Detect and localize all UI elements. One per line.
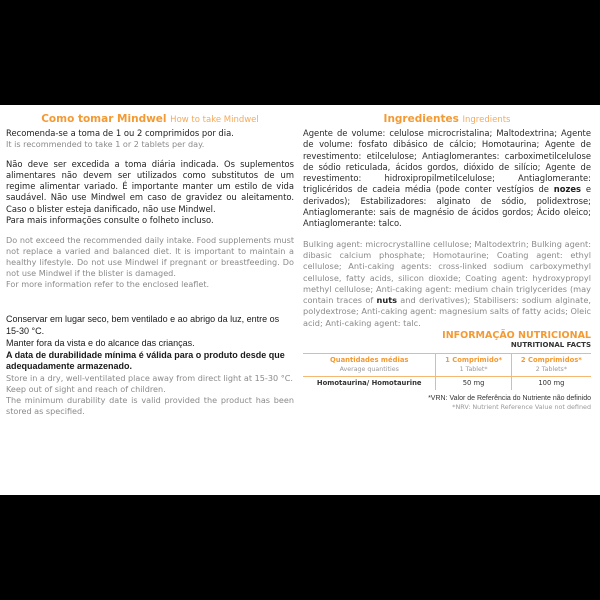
nutrient-value-1: 50 mg [436,377,511,391]
children-pt: Manter fora da vista e do alcance das crianças. [6,337,195,348]
nutrition-title-en: NUTRITIONAL FACTS [510,341,591,350]
dose-pt: Recomenda-se a toma de 1 ou 2 comprimidos por dia. [6,128,234,138]
dose-en: It is recommended to take 1 or 2 tablets per day. [6,139,205,150]
nutrient-name: Homotaurina/ Homotaurine [316,379,422,388]
allergen-en: nuts [376,295,397,306]
children-en: Keep out of sight and reach of children. [6,384,166,395]
allergen-pt: nozes [553,184,582,195]
nutrient-value-2: 100 mg [511,377,591,391]
left-column [6,113,294,418]
how-to-take-title-en: How to take Mindwel [170,115,259,125]
durability-pt: A data de durabilidade mínima é válida para o produto desde que adequadamente armazenado. [6,349,285,372]
right-column [303,113,591,412]
warning-pt: Não deve ser excedida a toma diária indicada. Os suplementos alimentares não devem ser utilizados como substitutos de um regime alimentar variado. É importante manter um estilo de vida saudável. Não use Mindwel em caso de gravidez ou aleitamento. Caso o blister esteja danificado, não use Mindwel. [6,159,294,214]
storage-pt: Conservar em lugar seco, bem ventilado e ao abrigo da luz, entre os 15-30 °C. [6,314,280,337]
header-cell: 1 Comprimido* 1 Tablet* [436,354,511,377]
how-to-take-title [6,113,294,127]
header-cell: 2 Comprimidos* 2 Tablets* [511,354,591,377]
header-cell: Quantidades médias Average quantities [303,354,436,377]
footnote-pt: *VRN: Valor de Referência do Nutriente não definido [428,395,591,403]
table-row [303,377,591,391]
ingredients-title-pt: Ingredientes [383,113,459,125]
leaflet-en: For more information refer to the enclosed leaflet. [6,279,210,290]
leaflet-pt: Para mais informações consulte o folheto incluso. [6,214,214,225]
ingredients-title-en: Ingredients [462,115,511,125]
warning-en: Do not exceed the recommended daily intake. Food supplements must not replace a varied and balanced diet. It is important to maintain a healthy lifestyle. Do not use Mindwel if pregnant or breastfeeding. Do not use Mindwel if the blister is damaged. [6,234,294,279]
nutrition-header [303,330,591,350]
storage-en: Store in a dry, well-ventilated place away from direct light at 15-30 °C. [6,373,293,384]
how-to-take-title-pt: Como tomar Mindwel [41,113,167,125]
ingredients-pt: Agente de volume: celulose microcristalina; Maltodextrina; Agente de volume: fosfato dibásico de cálcio; Homotaurina; Agente de revestimento: etilcelulose; Antiaglomerantes: carboximetilcelulose de sódio reticulada, ácidos gordos, dióxido de silício; Agente de revestimento: hidroxipropilmetilcelulose; Antiaglomerante: triglicéridos de cadeia média (pode conter vestígios de nozes e derivados); Estabilizadores: alginato de sódio, polidextrose; Antiaglomerante: sais de magnésio de ácidos gordos; Ácido oleico; Antiaglomerante: talco. [303,128,592,229]
nutrition-table-header [303,354,591,377]
ingredients-en: Bulking agent: microcrystalline cellulose; Maltodextrin; Bulking agent: dibasic calcium phosphate; Homotaurine; Coating agent: ethyl cellulose; Anti-caking agents: cross-linked sodium carboxymethyl cellulose, fatty acids, silicon dioxide; Coating agent: hydroxypropyl methyl cellulose; Anti-caking agent: medium chain triglycerides (may contain traces of nuts and derivatives); Stabilisers: sodium alginate, polydextrose; Anti-caking agent: magnesium salts of fatty acids; Oleic acid; Anti-caking agent: talc. [303,238,591,328]
durability-en: The minimum durability date is valid provided the product has been stored as specified. [6,395,294,417]
footnote-en: *NRV: Nutrient Reference Value not defined [452,403,591,412]
nutrition-table [303,353,591,390]
ingredients-title [303,113,591,127]
nutrition-title: INFORMAÇÃO NUTRICIONAL [442,330,591,342]
label-panel [0,105,600,495]
